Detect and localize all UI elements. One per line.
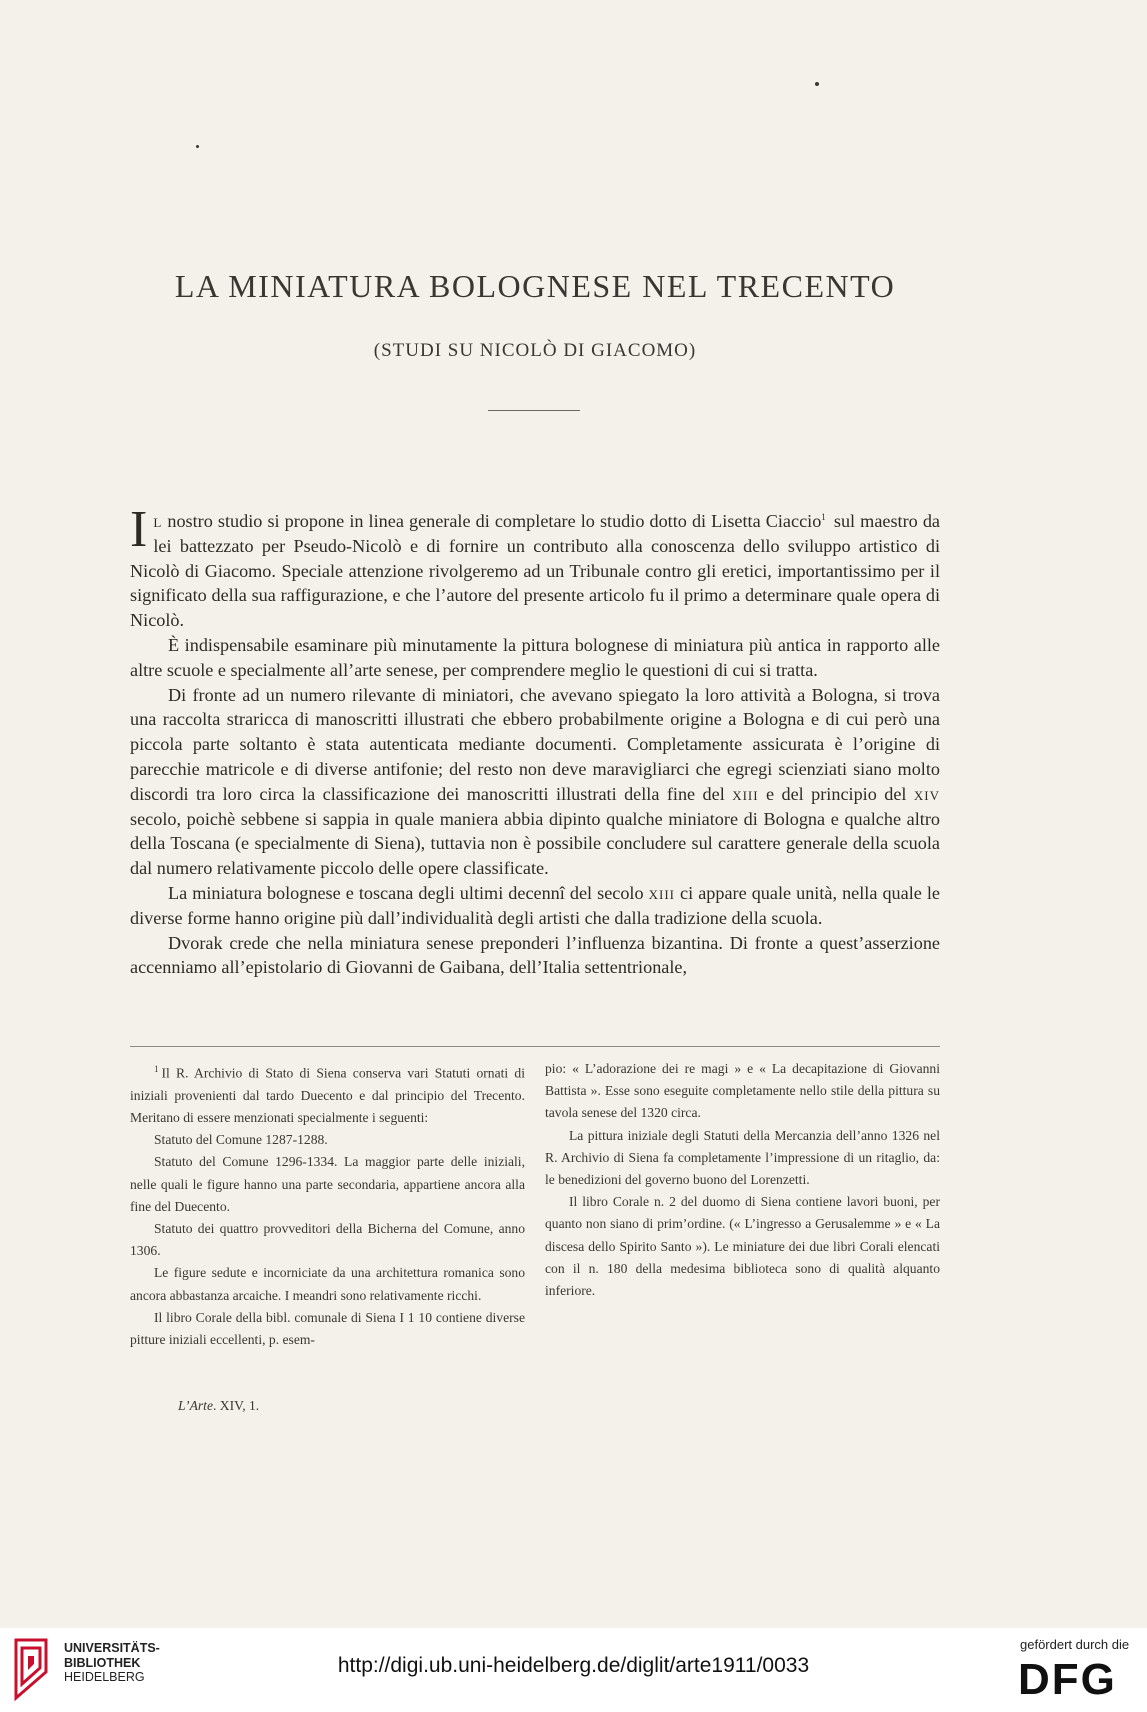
paragraph-3-text-a: Di fronte ad un numero rilevante di miniatori, che avevano spiegato la loro attività a Bologna, si trova una raccolta straricca di manoscritti illustrati che ebbero probabilmente origine a Bologna e di cui però una piccola parte soltanto è stata autenticata mediante documenti. Completamente assicurata è l’origine di parecchie matricole e di diverse antifonie; del resto non deve maravigliarci che egregi scienziati siano molto discordi tra loro circa la classificazione dei manoscritti illustrati della fine del bbox=[130, 684, 940, 804]
century-numeral: xiii bbox=[648, 883, 676, 904]
footnote-ref[interactable]: 1 bbox=[821, 512, 826, 522]
paragraph-5: Dvorak crede che nella miniatura senese preponderi l’influenza bizantina. Di fronte a quest’asserzione accenniamo all’epistolario di Giovanni de Gaibana, dell’Italia settentrionale, bbox=[130, 932, 940, 978]
footnote-paragraph: La pittura iniziale degli Statuti della Mercanzia dell’anno 1326 nel R. Archivio di Siena fa completamente l’impressione di un ritaglio, da: le benedizioni del governo buono del Lorenzetti. bbox=[545, 1127, 940, 1188]
footnote-marker: 1 bbox=[154, 1064, 159, 1074]
speck-mark bbox=[196, 145, 199, 148]
journal-volume: XIV, 1. bbox=[219, 1398, 260, 1413]
footnote-paragraph: Statuto del Comune 1296-1334. La maggior parte delle iniziali, nelle quali le figure hanno una parte secondaria, appartiene ancora alla fine del Duecento. bbox=[130, 1154, 525, 1214]
speck-mark bbox=[815, 82, 819, 86]
paragraph-2: È indispensabile esaminare più minutamente la pittura bolognese di miniatura più antica in rapporto alle altre scuole e specialmente all’arte senese, per comprendere meglio le questioni di cui si tratta. bbox=[130, 635, 940, 680]
source-url-link[interactable]: http://digi.ub.uni-heidelberg.de/diglit/arte1911/0033 bbox=[337, 1654, 810, 1677]
title-divider bbox=[488, 410, 580, 411]
library-line-2: BIBLIOTHEK bbox=[64, 1655, 141, 1670]
footnotes-left-column bbox=[130, 1058, 525, 1351]
article-subtitle: (STUDI SU NICOLÒ DI GIACOMO) bbox=[373, 340, 697, 361]
paragraph-3-text-c: secolo, poichè sebbene si sappia in quale maniera abbia dipinto qualche miniatore di Bologna e qualche altro della Toscana (e specialmente di Siena), tuttavia non è possibile concludere sul carattere generale della scuola dal numero relativamente piccolo delle opere classificate. bbox=[130, 808, 940, 879]
paragraph-3-text-b: e del principio del bbox=[758, 783, 914, 804]
dfg-logo: DFG bbox=[1018, 1655, 1117, 1704]
drop-cap-smallcap: l bbox=[153, 511, 163, 532]
library-line-3: HEIDELBERG bbox=[64, 1670, 145, 1684]
century-numeral: xiii bbox=[732, 783, 759, 804]
footnote-text: Il R. Archivio di Stato di Siena conserva vari Statuti ornati di iniziali provenienti dal tardo Duecento e dal principio del Trecento. Meritano di essere menzionati specialmente i seguenti: bbox=[130, 1065, 525, 1125]
paragraph-3 bbox=[130, 683, 940, 881]
footnote-paragraph bbox=[130, 1058, 525, 1129]
footnote-paragraph: Il libro Corale della bibl. comunale di Siena I 1 10 contiene diverse pitture iniziali eccellenti, p. esem- bbox=[130, 1309, 525, 1347]
paragraph-4-text-a: La miniatura bolognese e toscana degli ultimi decennî del secolo bbox=[168, 883, 649, 904]
footnote-divider bbox=[130, 1046, 940, 1047]
library-line-1: UNIVERSITÄTS- bbox=[64, 1641, 160, 1655]
footnotes-right-column bbox=[545, 1058, 940, 1302]
paragraph-1-text-b: sul maestro da lei battezzato per Pseudo-Nicolò e di fornire un contributo alla conoscenza dello sviluppo artistico di Nicolò di Giacomo. Speciale attenzione rivolgeremo ad un Tribunale contro gli eretici, importantissimo per il significato della sua raffigurazione, e che l’autore del presente articolo fu il primo a determinare quale opera di Nicolò. bbox=[130, 511, 940, 631]
footnote-paragraph: Il libro Corale n. 2 del duomo di Siena contiene lavori buoni, per quanto non siano di prim’ordine. (« L’ingresso a Gerusalemme » e « La discesa dello Spirito Santo »). Le miniature dei due libri Corali elencati con il n. 180 della medesima biblioteca sono di qualità alquanto inferiore. bbox=[545, 1194, 940, 1299]
article-title: LA MINIATURA BOLOGNESE NEL TRECENTO bbox=[174, 268, 896, 304]
paragraph-4-text-b: ci appare quale unità, nella quale le diverse forme hanno origine più dall’individualità degli artisti che dalla tradizione della scuola. bbox=[130, 883, 940, 928]
journal-signature: L’Arte. XIV, 1. bbox=[178, 1398, 260, 1413]
footnote-paragraph: Statuto dei quattro provveditori della Bicherna del Comune, anno 1306. bbox=[130, 1220, 525, 1259]
footnote-paragraph: Statuto del Comune 1287-1288. bbox=[154, 1132, 328, 1148]
article-body bbox=[130, 501, 940, 980]
century-numeral: xiv bbox=[913, 783, 940, 804]
drop-cap: I bbox=[130, 501, 148, 558]
paragraph-1-text-a: nostro studio si propone in linea generale di completare lo studio dotto di Lisetta Ciaccio bbox=[162, 511, 822, 532]
footnote-paragraph: Le figure sedute e incorniciate da una architettura romanica sono ancora abbastanza arcaiche. I meandri sono relativamente ricchi. bbox=[130, 1265, 525, 1303]
funder-label: gefördert durch die bbox=[1020, 1637, 1130, 1652]
paragraph-4 bbox=[130, 881, 940, 931]
footnote-paragraph: pio: « L’adorazione dei re magi » e « La decapitazione di Giovanni Battista ». Esse sono eseguite completamente nello stile della pittura su tavola senese del 1320 circa. bbox=[545, 1061, 940, 1121]
journal-name: L’Arte bbox=[178, 1398, 213, 1413]
paragraph-1 bbox=[130, 501, 940, 633]
